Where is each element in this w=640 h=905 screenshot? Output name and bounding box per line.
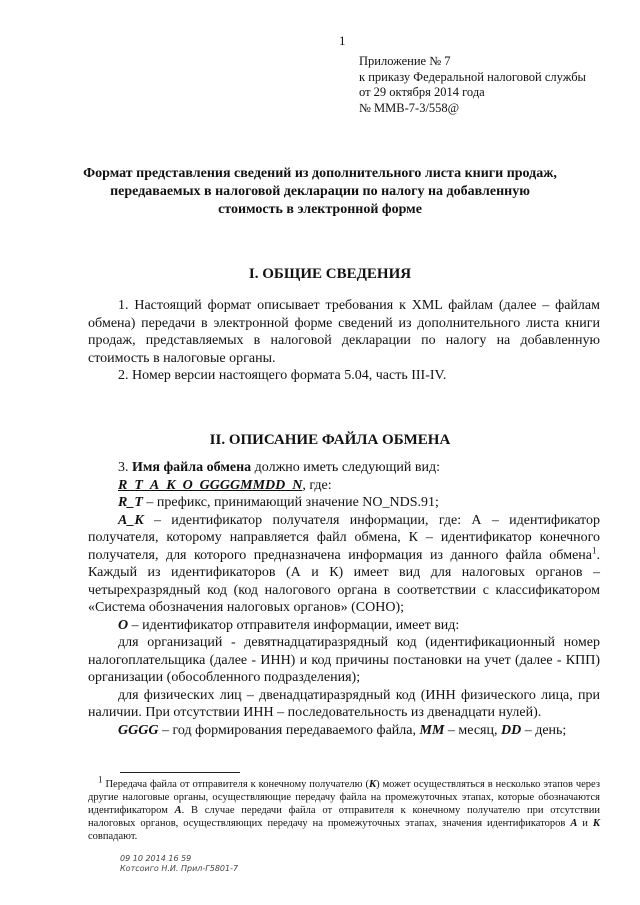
paragraph <box>88 459 600 477</box>
footnote-divider <box>120 772 240 773</box>
key-dd: DD <box>500 722 522 738</box>
text: – идентификатор отправителя информации, имеет вид: <box>128 617 460 633</box>
key-a: А <box>174 805 182 816</box>
key-a: А <box>570 818 578 829</box>
paragraph: 1. Настоящий формат описывает требования к XML файлам (далее – файлам обмена) передачи в электронной форме сведений из дополнительного листа книги продаж, представляемых в налоговой декларации по налогу на добавленную стоимость в налоговые органы. <box>88 298 600 366</box>
section-heading-general: I. ОБЩИЕ СВЕДЕНИЯ <box>248 266 412 282</box>
text: – год формирования передаваемого файла, <box>158 722 420 738</box>
appendix-line: № ММВ-7-3/558@ <box>359 100 460 115</box>
section-heading-exchange-file: II. ОПИСАНИЕ ФАЙЛА ОБМЕНА <box>209 432 451 448</box>
paragraph: для физических лиц – двенадцатиразрядный код (ИНН физического лица, при наличии. При отсутствии ИНН – последовательность из двенадцати нулей). <box>88 687 600 720</box>
page-number: 1 <box>339 33 346 48</box>
section-general-body <box>88 297 600 385</box>
appendix-line: к приказу Федеральной налоговой службы <box>359 69 586 84</box>
paragraph: для организаций - девятнадцатиразрядный код (идентификационный номер налогоплательщика (далее - ИНН) и код причины постановки на учет (далее - КПП) организации (обособленного подразделения); <box>88 635 600 685</box>
appendix-header <box>359 54 586 116</box>
text: и <box>577 818 593 829</box>
section-exchange-body <box>88 459 600 739</box>
text: должно иметь следующий вид: <box>251 460 441 475</box>
footnote-text <box>88 774 600 843</box>
text: , где: <box>302 477 332 493</box>
file-name-pattern: R_T_A_K_O_GGGGMMDD_N <box>118 477 303 493</box>
footnote-marker: 1 <box>98 774 103 785</box>
text: совпадают. <box>88 831 138 842</box>
paragraph <box>88 722 600 740</box>
paragraph <box>88 617 600 635</box>
paragraph-number: 3. <box>118 460 132 475</box>
key-gggg: GGGG <box>118 722 159 738</box>
key-k: К <box>368 779 377 790</box>
paragraph: 2. Номер версии настоящего формата 5.04, часть III-IV. <box>118 368 447 383</box>
paragraph <box>88 512 600 617</box>
stamp-line: 09 10 2014 16 59 <box>120 854 192 863</box>
text: . Каждый из идентификаторов (А и К) имеет вид для налоговых органов – четырехразрядный код (код налогового органа в соответствии с классификатором «Система обозначения налоговых органов» (СОНО); <box>88 547 600 615</box>
text: – месяц, <box>444 722 501 738</box>
term-file-name: Имя файла обмена <box>132 460 252 475</box>
footnote-ref: 1 <box>592 544 597 555</box>
stamp-line: Котсоиго Н.И. Прил-Г5801-7 <box>120 864 239 873</box>
key-rt: R_T <box>118 495 143 510</box>
paragraph <box>88 494 600 512</box>
appendix-line: Приложение № 7 <box>359 54 451 68</box>
text: ) может осуществляться в несколько этапов через другие налоговые органы, осуществляющие передачу файла на промежуточных этапах, которые обозначаются идентификатором <box>88 779 600 816</box>
text: – день; <box>521 722 567 738</box>
text: – идентификатор получателя информации, где: А – идентификатор получателя, которому направляется файл обмена, К – идентификатор конечного получателя, для которого предназначена информация из данного файла обмена <box>88 512 600 563</box>
key-k: К <box>592 818 600 829</box>
key-mm: MM <box>419 722 445 738</box>
text: . В случае передачи файла от отправителя к конечному получателю при отсутствии налоговых органов, осуществляющих передачу на промежуточных этапах, значения идентификаторов <box>88 805 600 829</box>
footnote <box>88 774 600 843</box>
document-stamp <box>120 854 238 874</box>
key-o: O <box>118 617 129 633</box>
text: Передача файла от отправителя к конечному получателю ( <box>102 779 369 790</box>
key-ak: A_K <box>118 512 144 528</box>
paragraph <box>88 477 600 495</box>
document-title: Формат представления сведений из дополнительного листа книги продаж, передаваемых в налоговой декларации по налогу на добавленную стоимость в электронной форме <box>83 166 557 217</box>
appendix-line: от 29 октября 2014 года <box>359 85 485 99</box>
text: – префикс, принимающий значение NO_NDS.91; <box>142 495 439 510</box>
